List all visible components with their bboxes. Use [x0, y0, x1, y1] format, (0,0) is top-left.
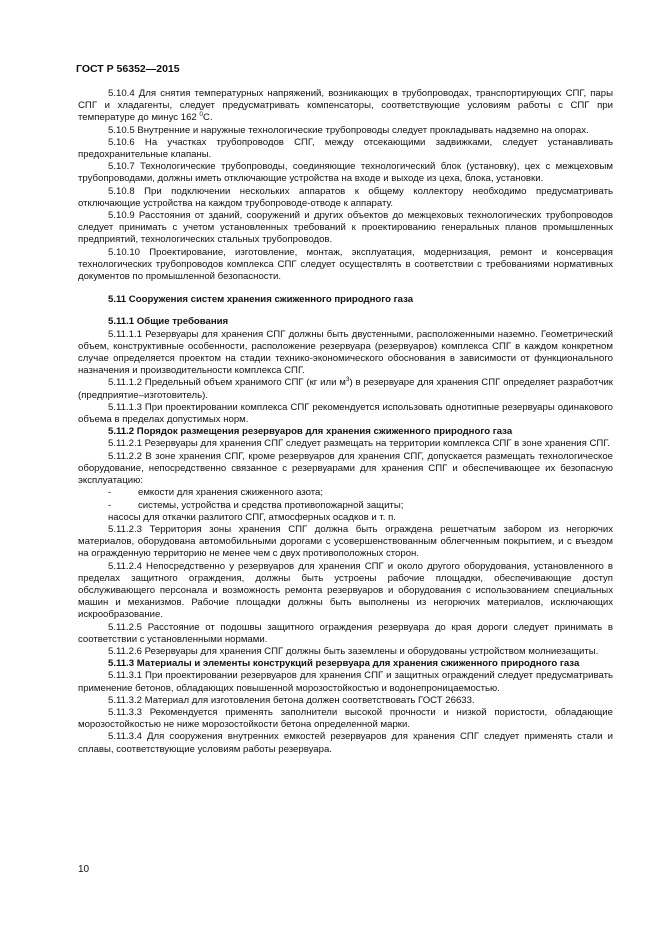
paragraph-5-11-3-2: 5.11.3.2 Материал для изготовления бетона должен соответствовать ГОСТ 26633. — [108, 694, 475, 706]
paragraph-5-11-2-2: 5.11.2.2 В зоне хранения СПГ, кроме резервуаров для хранения СПГ, допускается размещать технологическое оборудование, непосредственно связанное с резервуарами для хранения СПГ и обеспечивающее их безопасную эксплуатацию: — [78, 450, 613, 487]
paragraph-5-11-3-1: 5.11.3.1 При проектировании резервуаров для хранения СПГ и защитных ограждений следует предусматривать применение бетонов, обладающих повышенной морозостойкостью и водонепроницаемостью. — [78, 670, 613, 694]
paragraph-5-10-6: 5.10.6 На участках трубопроводов СПГ, между отсекающими задвижками, следует устанавливать предохранительные клапаны. — [78, 136, 613, 161]
paragraph-5-11-1-1: 5.11.1.1 Резервуары для хранения СПГ должны быть двустенными, расположенными наземно. Геометрический объем, конструктивные особенности, расположение резервуара (резервуаров) комплекса СПГ в каждом конкретном случае определяется проектом на стадии технико-экономического обоснования в зависимости от функционального назначения и производительности комплекса СПГ. — [78, 328, 613, 377]
paragraph-5-11-1-3: 5.11.1.3 При проектировании комплекса СПГ рекомендуется использовать однотипные резервуары одинакового объема в пределах допустимых норм. — [78, 401, 613, 426]
paragraph-text: 5.10.4 Для снятия температурных напряжений, возникающих в трубопроводах, транспортирующих СПГ, пары СПГ и хладагенты, следует предусматривать компенсаторы, соответствующие условиям работы с СПГ при температуре до минус 162 — [78, 88, 613, 124]
paragraph-text: С. — [203, 112, 213, 124]
paragraph-5-11-2-5: 5.11.2.5 Расстояние от подошвы защитного ограждения резервуара до края дороги следует принимать в соответствии с установленными нормами. — [78, 621, 613, 645]
section-heading-5-11: 5.11 Сооружения систем хранения сжиженного природного газа — [108, 294, 414, 306]
list-item-text: емкости для хранения сжиженного азота; — [138, 487, 324, 499]
list-item — [78, 500, 613, 512]
paragraph-text: 5.11.1.2 Предельный объем хранимого СПГ (кг или м — [108, 377, 346, 389]
paragraph-5-11-2-4: 5.11.2.4 Непосредственно у резервуаров для хранения СПГ и около другого оборудования, установленного в пределах защитного ограждения, должны быть устроены рабочие площадки, обеспечивающие доступ обслуживающего персонала и возможность ремонта резервуаров и оборудования с использованием специальных машин и механизмов. Рабочие площадки должны быть выполнены из негорючих материалов, исключающих искрообразование. — [78, 560, 613, 621]
paragraph-dash-3-text: насосы для откачки разлитого СПГ, атмосферных осадков и т. п. — [108, 511, 396, 523]
list-item — [78, 487, 613, 499]
superscript: 0 — [199, 111, 204, 119]
subsection-heading-5-11-1: 5.11.1 Общие требования — [108, 316, 229, 328]
subsection-heading-5-11-3: 5.11.3 Материалы и элементы конструкций резервуара для хранения сжиженного природного газа — [108, 658, 580, 670]
document-header: ГОСТ Р 56352—2015 — [76, 63, 180, 75]
list-item-text: системы, устройства и средства противопожарной защиты; — [138, 499, 404, 511]
paragraph-5-10-9: 5.10.9 Расстояния от зданий, сооружений и других объектов до межцеховых технологических трубопроводов следует принимать с учетом установленных требований к проектированию генеральных планов промышленных предприятий, технологических стальных трубопроводов. — [78, 210, 613, 246]
paragraph-5-10-7: 5.10.7 Технологические трубопроводы, соединяющие технологический блок (установку), цех с межцеховым трубопроводами, должны иметь отключающие устройства на входе и выходе из цеха, блока, установки. — [78, 161, 613, 185]
superscript: 3 — [345, 376, 350, 384]
page-number: 10 — [78, 864, 90, 875]
paragraph-5-10-4 — [78, 88, 613, 125]
paragraph-5-11-1-2 — [78, 377, 613, 401]
paragraph-5-11-3-3: 5.11.3.3 Рекомендуется применять заполнители высокой прочности и низкой пористости, обладающие морозостойкостью не ниже морозостойкости бетона определенной марки. — [78, 706, 613, 731]
dash-marker: - — [108, 487, 112, 499]
paragraph-5-11-2-6: 5.11.2.6 Резервуары для хранения СПГ должны быть заземлены и оборудованы устройством молниезащиты. — [108, 645, 599, 657]
paragraph-5-10-10: 5.10.10 Проектирование, изготовление, монтаж, эксплуатация, модернизация, ремонт и консервация технологических трубопроводов комплекса СПГ следует осуществлять в соответствии с требованиями нормативных документов по промышленной безопасности. — [78, 246, 613, 283]
subsection-heading-5-11-2: 5.11.2 Порядок размещения резервуаров для хранения сжиженного природного газа — [108, 426, 513, 438]
paragraph-5-11-3-4: 5.11.3.4 Для сооружения внутренних емкостей резервуаров для хранения СПГ следует применять стали и сплавы, соответствующие условиям работы резервуара. — [78, 731, 613, 755]
document-body — [78, 88, 613, 756]
paragraph-5-10-8: 5.10.8 При подключении нескольких аппаратов к общему коллектору необходимо предусматривать отключающие устройства на каждом трубопроводе-отводе к аппарату. — [78, 185, 613, 209]
paragraph-5-10-5: 5.10.5 Внутренние и наружные технологические трубопроводы следует прокладывать надземно на опорах. — [108, 124, 589, 136]
paragraph-5-11-2-3: 5.11.2.3 Территория зоны хранения СПГ должна быть ограждена решетчатым забором из негорючих материалов, оборудована автомобильными дорогами с усовершенствованным облегченным покрытием, и с въездом на огражденную территорию не менее чем с двух противоположных сторон. — [78, 523, 613, 560]
dash-marker: - — [108, 499, 112, 511]
paragraph-text: ) в резервуаре для хранения СПГ определяет разработчик (предприятие–изготовитель). — [78, 377, 614, 401]
paragraph-5-11-2-1: 5.11.2.1 Резервуары для хранения СПГ следует размещать на территории комплекса СПГ в зоне хранения СПГ. — [108, 438, 610, 450]
